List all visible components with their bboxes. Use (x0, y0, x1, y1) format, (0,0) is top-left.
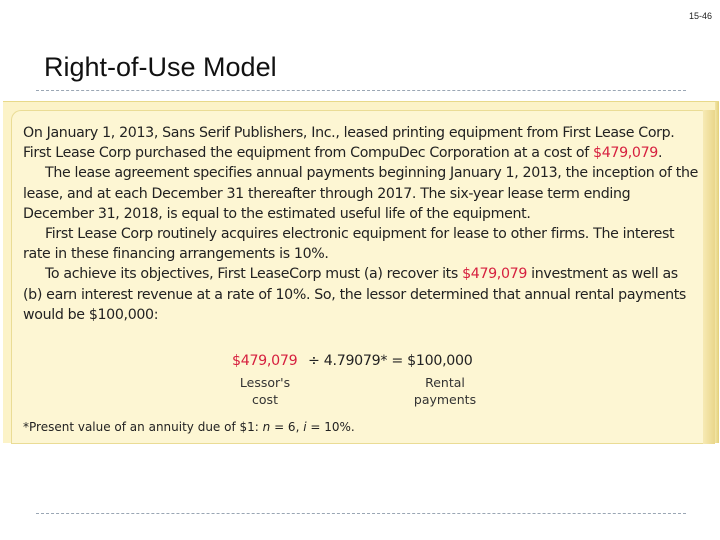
investment-amount: $479,079 (462, 266, 527, 283)
paragraph-4-text: To achieve its objectives, First LeaseCorp must (a) recover its (45, 266, 463, 283)
paragraph-1 (23, 123, 701, 163)
footnote (23, 420, 355, 434)
footnote-prefix: *Present value of an annuity due of $1: (23, 420, 263, 434)
footnote-n-value: = 6, (270, 420, 304, 434)
cost-label-line1: Lessor's (239, 375, 291, 390)
cost-label-line2: cost (252, 392, 278, 407)
calc-cost-value: $479,079 (232, 353, 298, 369)
calc-expression: ÷ 4.79079* = $100,000 (308, 353, 473, 369)
example-panel (3, 101, 719, 443)
panel-accent-strip (703, 110, 715, 444)
paragraph-2: The lease agreement specifies annual payments beginning January 1, 2013, the inception of the lease, and at each December 31 thereafter through 2017. The six-year lease term ending December 31, 2018, is equal to the estimated useful life of the equipment. (23, 165, 698, 222)
calc-cost (232, 353, 297, 369)
cost-label (225, 374, 305, 408)
payment-label (405, 374, 485, 408)
paragraph-1-text: On January 1, 2013, Sans Serif Publishers, Inc., leased printing equipment from First Lease Corp. First Lease Corp purchased the equipment from CompuDec Corporation at a cost of (23, 125, 675, 162)
payment-label-line2: payments (413, 392, 477, 407)
cost-amount: $479,079 (593, 145, 658, 162)
panel-edge (715, 102, 719, 443)
paragraph-4-end: investment as well as (b) earn interest revenue at a rate of 10%. So, the lessor determined that annual rental payments would be $100,000: (23, 266, 686, 323)
footnote-i-value: = 10%. (306, 420, 355, 434)
case-description (23, 123, 701, 325)
page-number: 15-46 (688, 11, 712, 21)
payment-label-line1: Rental (425, 375, 465, 390)
paragraph-3: First Lease Corp routinely acquires electronic equipment for lease to other firms. The interest rate in these financing arrangements is 10%. (23, 226, 675, 263)
bottom-divider (36, 513, 686, 514)
footnote-n: n (262, 420, 271, 434)
paragraph-1-end: . (657, 145, 663, 162)
top-divider (36, 90, 686, 91)
slide-title: Right-of-Use Model (44, 52, 277, 82)
footnote-i: i (303, 420, 307, 434)
paragraph-4 (23, 264, 701, 325)
